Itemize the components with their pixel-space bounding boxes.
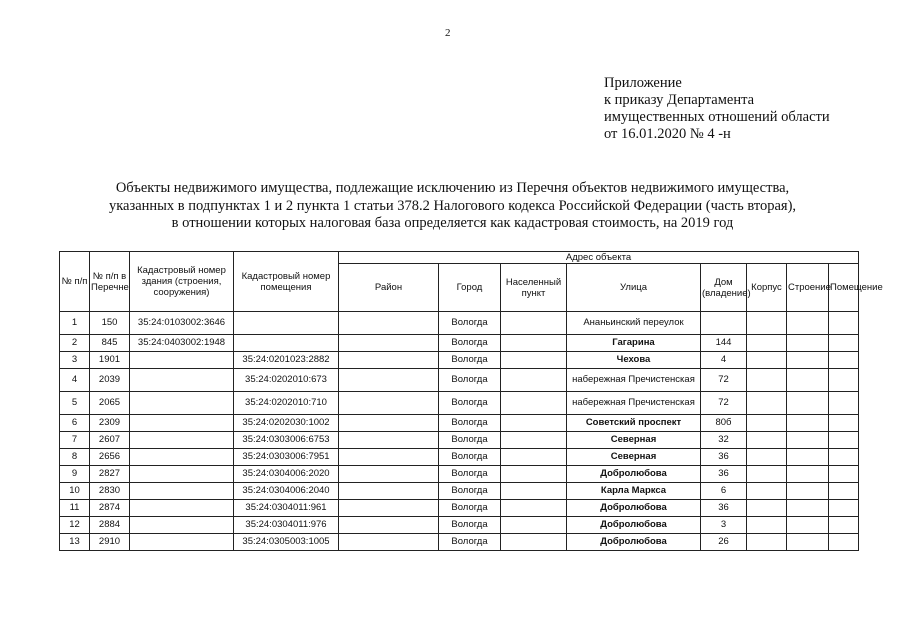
table-row [60,335,859,352]
cell-list-num: 2827 [90,466,130,483]
cell-building-cad [130,369,234,392]
cell-district [339,312,439,335]
cell-stroenie [787,415,829,432]
cell-street: Северная [567,432,701,449]
cell-room [829,432,859,449]
table-row [60,449,859,466]
cell-house: 36 [701,500,747,517]
document-title [60,180,845,233]
cell-room [829,517,859,534]
cell-house: 36 [701,466,747,483]
cell-num: 9 [60,466,90,483]
cell-settlement [501,466,567,483]
cell-stroenie [787,392,829,415]
cell-street: Добролюбова [567,517,701,534]
header-num: № п/п [60,252,90,312]
cell-room-cad: 35:24:0303006:7951 [234,449,339,466]
cell-city: Вологда [439,500,501,517]
cell-list-num: 845 [90,335,130,352]
header-district: Район [339,264,439,312]
cell-room-cad: 35:24:0202010:710 [234,392,339,415]
header-house: Дом (владение) [701,264,747,312]
cell-district [339,466,439,483]
cell-num: 11 [60,500,90,517]
cell-room-cad: 35:24:0304006:2040 [234,483,339,500]
header-list-num: № п/п в Перечне [90,252,130,312]
cell-room [829,534,859,551]
cell-room-cad [234,335,339,352]
cell-stroenie [787,500,829,517]
cell-house [701,312,747,335]
cell-settlement [501,517,567,534]
cell-city: Вологда [439,466,501,483]
cell-korpus [747,517,787,534]
cell-korpus [747,500,787,517]
header-korpus: Корпус [747,264,787,312]
header-address-group: Адрес объекта [339,252,859,264]
table-row [60,517,859,534]
header-stroenie: Строение [787,264,829,312]
cell-street: Северная [567,449,701,466]
cell-room-cad: 35:24:0303006:6753 [234,432,339,449]
annex-line: от 16.01.2020 № 4 -н [604,126,731,142]
cell-room [829,466,859,483]
cell-room [829,500,859,517]
cell-street: Добролюбова [567,466,701,483]
cell-stroenie [787,352,829,369]
cell-city: Вологда [439,312,501,335]
cell-room [829,352,859,369]
cell-room-cad: 35:24:0305003:1005 [234,534,339,551]
cell-street: Добролюбова [567,500,701,517]
table-row [60,500,859,517]
cell-district [339,483,439,500]
cell-room-cad: 35:24:0202030:1002 [234,415,339,432]
cell-list-num: 2039 [90,369,130,392]
table-row [60,352,859,369]
annex-block [604,75,830,143]
header-street: Улица [567,264,701,312]
cell-street: Карла Маркса [567,483,701,500]
cell-settlement [501,483,567,500]
cell-list-num: 2874 [90,500,130,517]
table-row [60,312,859,335]
cell-city: Вологда [439,483,501,500]
cell-room-cad: 35:24:0202010:673 [234,369,339,392]
cell-house: 26 [701,534,747,551]
cell-num: 7 [60,432,90,449]
cell-num: 1 [60,312,90,335]
cell-house: 72 [701,392,747,415]
cell-num: 6 [60,415,90,432]
cell-street: набережная Пречистенская [567,392,701,415]
cell-korpus [747,369,787,392]
cell-list-num: 2656 [90,449,130,466]
cell-street: Ананьинский переулок [567,312,701,335]
cell-house: 6 [701,483,747,500]
cell-korpus [747,415,787,432]
cell-district [339,415,439,432]
cell-room-cad: 35:24:0304011:976 [234,517,339,534]
cell-stroenie [787,534,829,551]
cell-street: Советский проспект [567,415,701,432]
cell-settlement [501,534,567,551]
cell-building-cad [130,534,234,551]
cell-num: 12 [60,517,90,534]
cell-room [829,312,859,335]
cell-list-num: 2607 [90,432,130,449]
cell-room [829,392,859,415]
table-row [60,432,859,449]
cell-house: 80б [701,415,747,432]
cell-building-cad [130,517,234,534]
cell-korpus [747,335,787,352]
cell-city: Вологда [439,369,501,392]
header-room: Помещение [829,264,859,312]
cell-list-num: 2910 [90,534,130,551]
cell-city: Вологда [439,432,501,449]
annex-line: к приказу Департамента [604,92,755,108]
cell-stroenie [787,432,829,449]
cell-city: Вологда [439,534,501,551]
cell-city: Вологда [439,392,501,415]
cell-num: 10 [60,483,90,500]
table-row [60,534,859,551]
table-row [60,466,859,483]
annex-line: Приложение [604,75,682,91]
cell-stroenie [787,466,829,483]
cell-num: 13 [60,534,90,551]
cell-settlement [501,392,567,415]
cell-building-cad [130,500,234,517]
cell-room [829,449,859,466]
table-row [60,392,859,415]
cell-settlement [501,352,567,369]
cell-settlement [501,335,567,352]
cell-korpus [747,312,787,335]
cell-city: Вологда [439,415,501,432]
cell-district [339,432,439,449]
cell-building-cad: 35:24:0103002:3646 [130,312,234,335]
cell-settlement [501,449,567,466]
cell-city: Вологда [439,352,501,369]
cell-room [829,483,859,500]
cell-room-cad [234,312,339,335]
cell-list-num: 150 [90,312,130,335]
cell-street: Гагарина [567,335,701,352]
cell-building-cad [130,483,234,500]
cell-building-cad [130,449,234,466]
cell-city: Вологда [439,449,501,466]
header-settlement: Населенный пункт [501,264,567,312]
table-body [60,312,859,551]
cell-building-cad [130,432,234,449]
cell-settlement [501,432,567,449]
cell-district [339,449,439,466]
cell-street: Чехова [567,352,701,369]
cell-korpus [747,534,787,551]
table-row [60,483,859,500]
cell-list-num: 2309 [90,415,130,432]
header-city: Город [439,264,501,312]
cell-house: 3 [701,517,747,534]
cell-settlement [501,415,567,432]
cell-stroenie [787,369,829,392]
table-row [60,415,859,432]
cell-street: Добролюбова [567,534,701,551]
cell-building-cad [130,466,234,483]
cell-house: 72 [701,369,747,392]
header-building-cad: Кадастровый номер здания (строения, сооружения) [130,252,234,312]
cell-num: 8 [60,449,90,466]
cell-settlement [501,312,567,335]
cell-room [829,335,859,352]
title-line: указанных в подпунктах 1 и 2 пункта 1 статьи 378.2 Налогового кодекса Российской Федерации (часть вторая), [108,197,797,214]
table-row [60,369,859,392]
cell-district [339,369,439,392]
header-room-cad: Кадастровый номер помещения [234,252,339,312]
cell-district [339,517,439,534]
cell-house: 144 [701,335,747,352]
cell-house: 32 [701,432,747,449]
title-line: Объекты недвижимого имущества, подлежащие исключению из Перечня объектов недвижимого имущества, [115,180,790,196]
cell-district [339,534,439,551]
cell-num: 4 [60,369,90,392]
cell-settlement [501,500,567,517]
cell-room-cad: 35:24:0304011:961 [234,500,339,517]
cell-list-num: 2884 [90,517,130,534]
cell-room [829,369,859,392]
cell-building-cad [130,352,234,369]
cell-district [339,392,439,415]
cell-city: Вологда [439,517,501,534]
cell-korpus [747,432,787,449]
cell-building-cad: 35:24:0403002:1948 [130,335,234,352]
cell-room [829,415,859,432]
cell-korpus [747,392,787,415]
cell-korpus [747,483,787,500]
cell-stroenie [787,483,829,500]
cell-list-num: 2065 [90,392,130,415]
cell-list-num: 1901 [90,352,130,369]
page-number: 2 [445,27,451,39]
cell-district [339,352,439,369]
cell-street: набережная Пречистенская [567,369,701,392]
cell-room-cad: 35:24:0201023:2882 [234,352,339,369]
cell-stroenie [787,335,829,352]
objects-table [59,251,883,551]
cell-stroenie [787,312,829,335]
cell-korpus [747,466,787,483]
cell-building-cad [130,392,234,415]
title-line: в отношении которых налоговая база определяется как кадастровая стоимость, на 2019 год [171,215,734,231]
cell-settlement [501,369,567,392]
cell-num: 5 [60,392,90,415]
cell-house: 4 [701,352,747,369]
cell-city: Вологда [439,335,501,352]
cell-korpus [747,352,787,369]
cell-korpus [747,449,787,466]
cell-stroenie [787,449,829,466]
cell-stroenie [787,517,829,534]
cell-house: 36 [701,449,747,466]
cell-num: 2 [60,335,90,352]
cell-district [339,335,439,352]
cell-list-num: 2830 [90,483,130,500]
cell-room-cad: 35:24:0304006:2020 [234,466,339,483]
cell-num: 3 [60,352,90,369]
cell-building-cad [130,415,234,432]
annex-line: имущественных отношений области [604,109,830,125]
cell-district [339,500,439,517]
